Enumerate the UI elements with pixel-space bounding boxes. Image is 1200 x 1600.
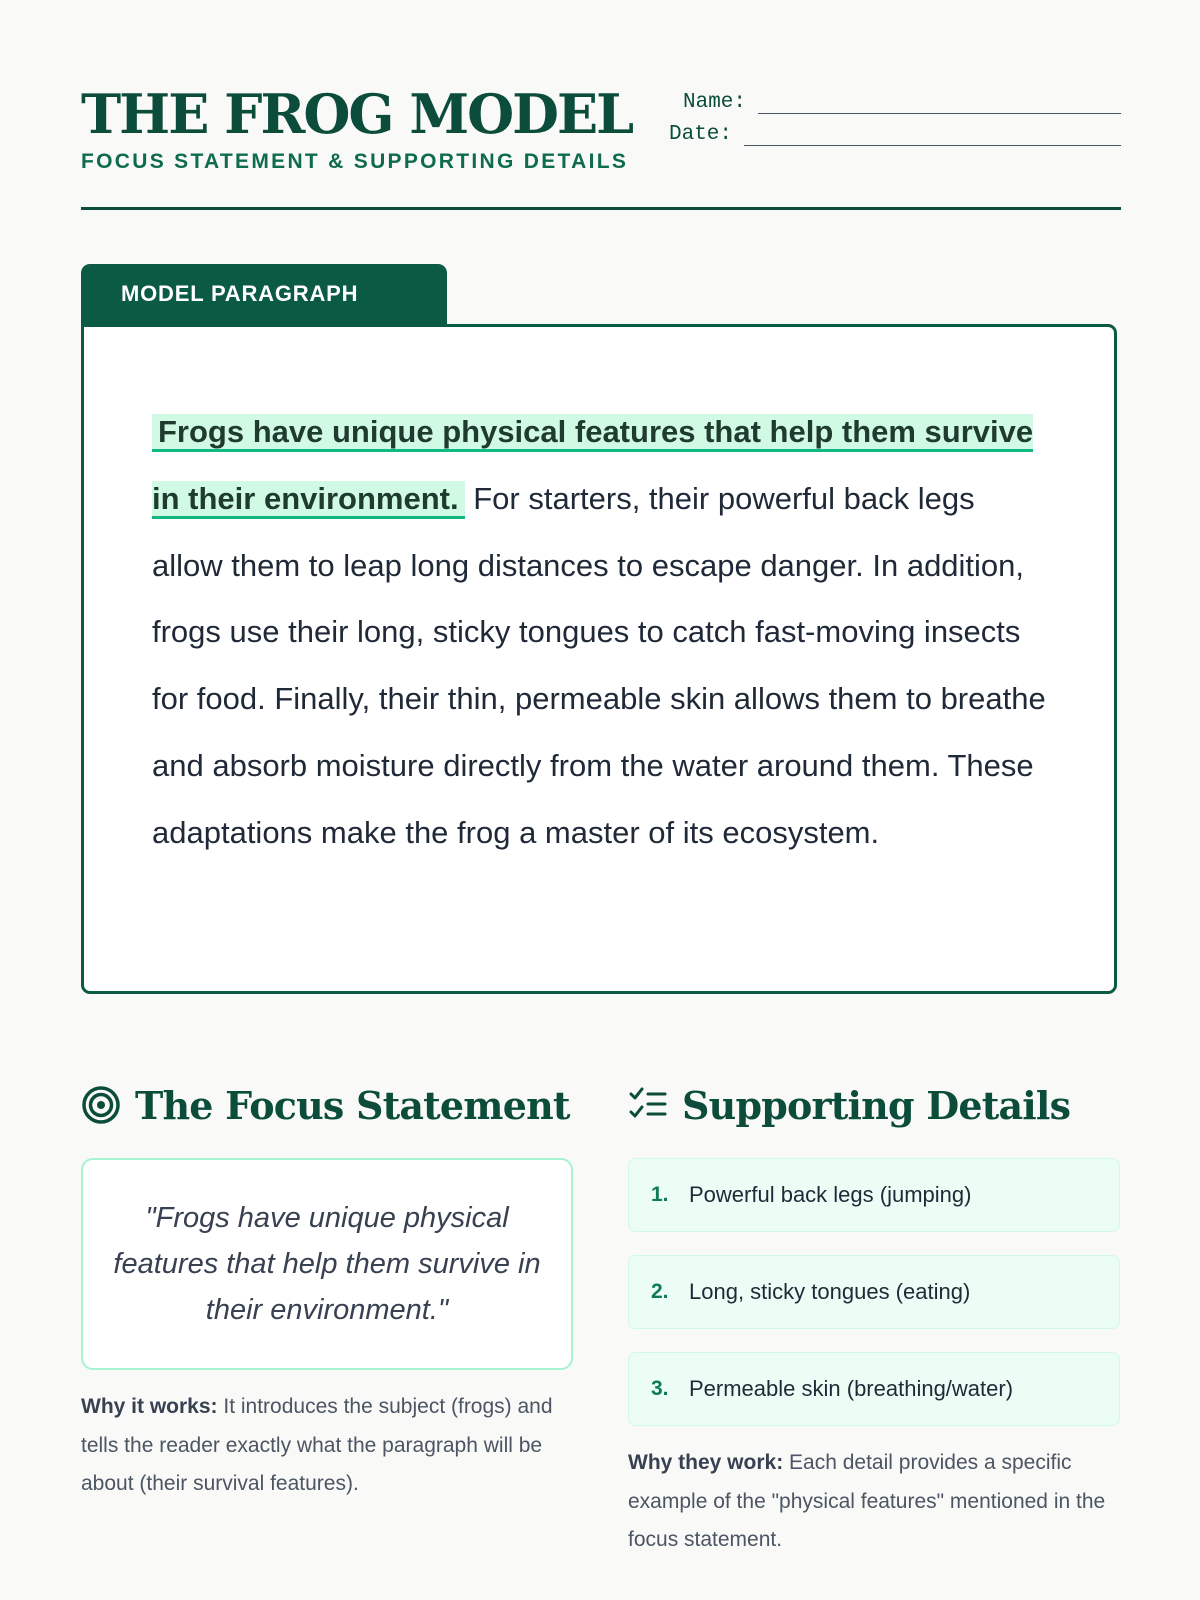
- focus-statement-heading: [81, 1080, 573, 1130]
- focus-quote-card: [81, 1158, 573, 1370]
- focus-why-text: It introduces the subject (frogs) and tells the reader exactly what the paragraph will be about (their survival features).: [81, 1395, 553, 1495]
- page-title: THE FROG MODEL: [81, 82, 633, 146]
- detail-number: 3.: [651, 1377, 669, 1400]
- target-icon: [81, 1085, 121, 1125]
- supporting-details-section: [628, 1080, 1120, 1551]
- name-label: Name:: [682, 91, 746, 114]
- date-line[interactable]: [744, 123, 1121, 146]
- detail-number: 2.: [651, 1280, 669, 1303]
- name-line[interactable]: [758, 91, 1121, 114]
- supporting-why-note: [628, 1444, 1120, 1560]
- detail-text: Long, sticky tongues (eating): [689, 1279, 971, 1304]
- list-item: [628, 1255, 1120, 1329]
- focus-statement-section: [81, 1080, 573, 1495]
- model-paragraph-tab: MODEL PARAGRAPH: [81, 264, 447, 326]
- model-paragraph-body: For starters, their powerful back legs allow them to leap long distances to escape danger. In addition, frogs use their long, sticky tongues to catch fast-moving insects for food. Finally, their thin, permeable skin allows them to breathe and absorb moisture directly from the water around them. These adaptations make the frog a master of its ecosystem.: [152, 480, 1046, 850]
- detail-text: Powerful back legs (jumping): [689, 1182, 972, 1207]
- model-paragraph-box: [81, 324, 1117, 994]
- name-field[interactable]: [651, 82, 1121, 114]
- focus-statement-title: The Focus Statement: [135, 1082, 570, 1128]
- name-date-fields: [651, 82, 1121, 146]
- supporting-details-heading: [628, 1080, 1120, 1130]
- date-field[interactable]: [651, 114, 1121, 146]
- focus-why-note: [81, 1388, 573, 1504]
- supporting-details-title: Supporting Details: [682, 1082, 1071, 1128]
- supporting-why-label: Why they work:: [628, 1451, 784, 1474]
- focus-why-label: Why it works:: [81, 1395, 218, 1418]
- model-paragraph: [152, 399, 1052, 867]
- list-item: [628, 1352, 1120, 1426]
- header-divider: [81, 207, 1121, 210]
- detail-text: Permeable skin (breathing/water): [689, 1376, 1014, 1401]
- focus-quote: "Frogs have unique physical features that help them survive in their environment.": [113, 1202, 541, 1326]
- checklist-icon: [628, 1085, 668, 1125]
- worksheet-page: [81, 0, 1121, 1600]
- page-subtitle: FOCUS STATEMENT & SUPPORTING DETAILS: [81, 150, 629, 173]
- supporting-why-text: Each detail provides a specific example of the "physical features" mentioned in the focus statement.: [628, 1451, 1106, 1551]
- detail-number: 1.: [651, 1183, 669, 1206]
- supporting-details-list: [628, 1158, 1120, 1449]
- focus-statement-highlight: Frogs have unique physical features that help them survive in their environment.: [152, 414, 1033, 519]
- list-item: [628, 1158, 1120, 1232]
- date-label: Date:: [668, 123, 732, 146]
